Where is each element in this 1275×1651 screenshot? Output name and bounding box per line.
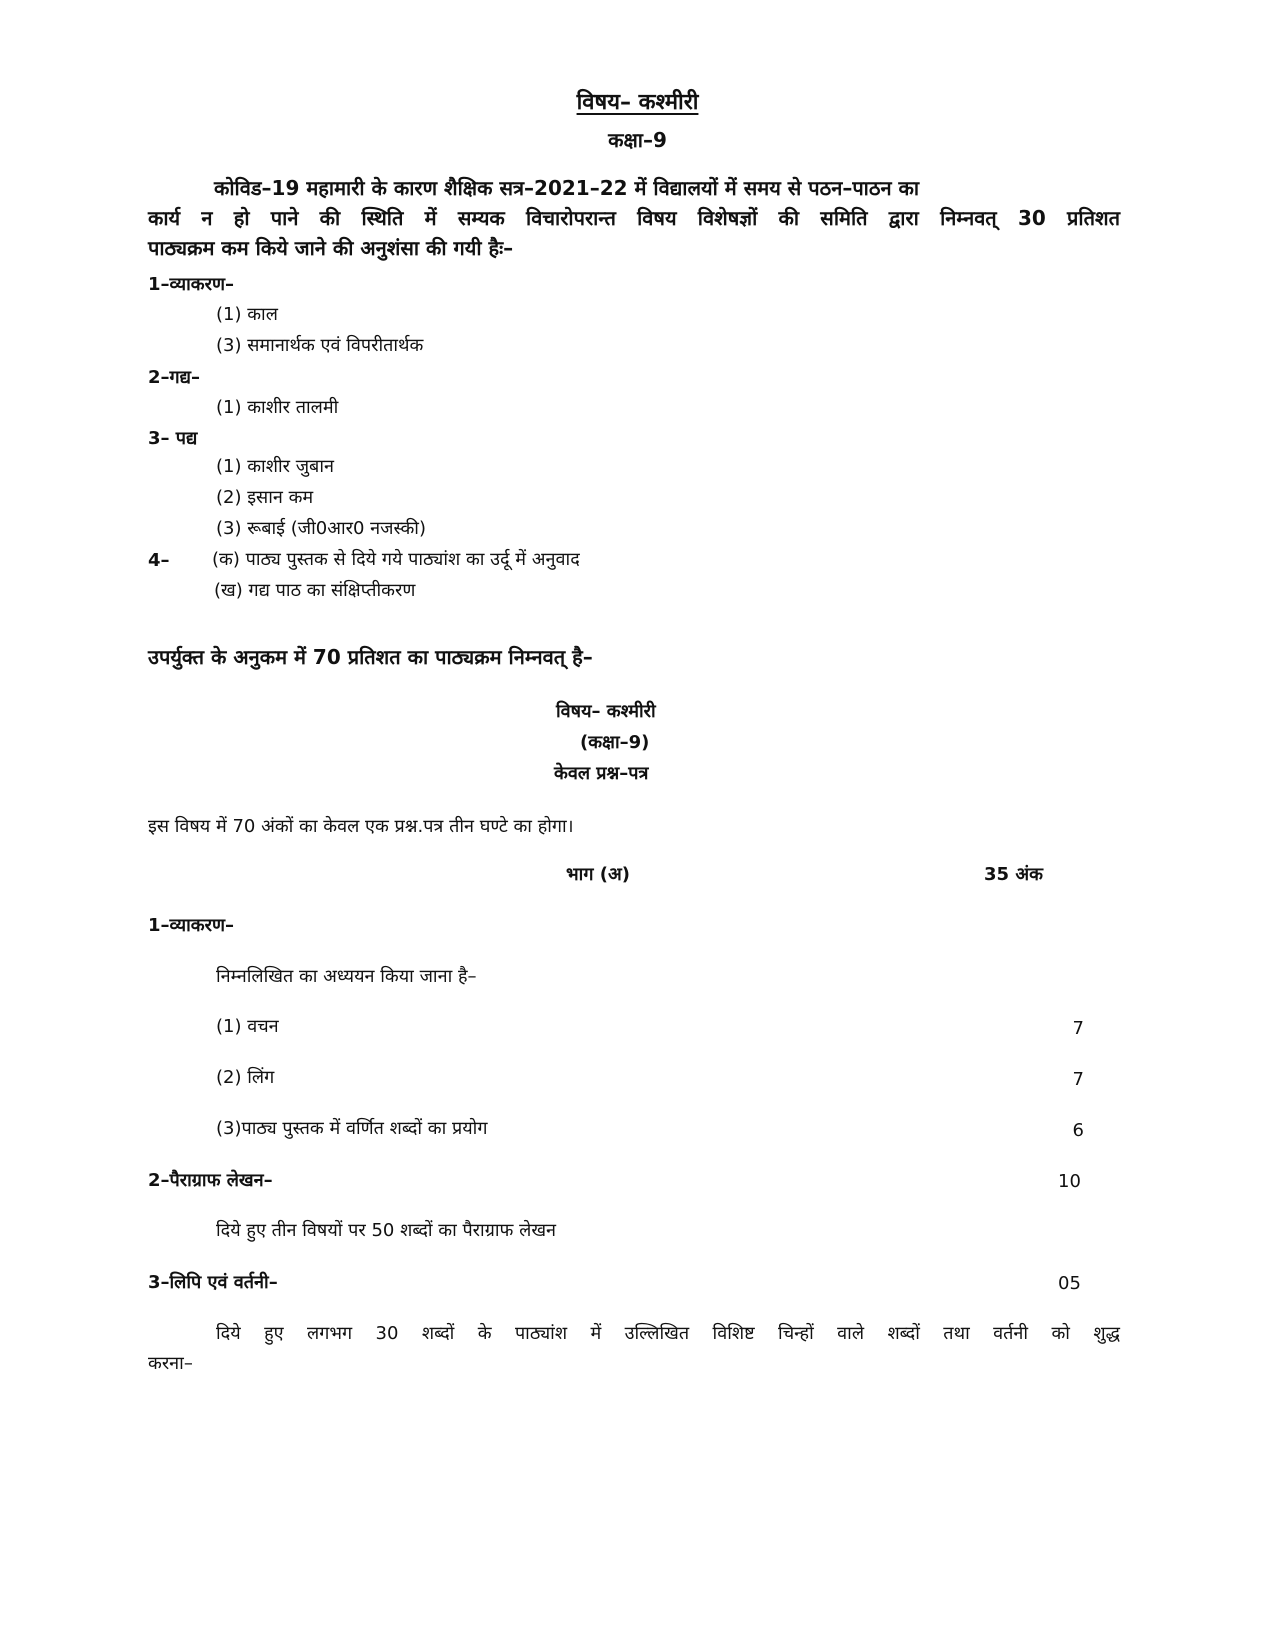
grammar-item-marks: 6 bbox=[1072, 1120, 1084, 1141]
spelling-line-2: करना– bbox=[148, 1353, 193, 1374]
intro-line-3: पाठ्यक्रम कम किये जाने की अनुशंसा की गयी हैः– bbox=[148, 236, 514, 260]
grammar-item-label: (3)पाठ्य पुस्तक में वर्णित शब्दों का प्रयोग bbox=[216, 1118, 488, 1139]
reduced-section-3-heading: 3– पद्य bbox=[148, 428, 198, 449]
part-a-label: भाग (अ) bbox=[566, 864, 630, 885]
syllabus-intro: उपर्युक्त के अनुकम में 70 प्रतिशत का पाठ्यक्रम निम्नवत् है– bbox=[148, 645, 593, 669]
reduced-section-1-item: (1) काल bbox=[216, 304, 278, 325]
grammar-item-label: (2) लिंग bbox=[216, 1067, 275, 1088]
class-line: कक्षा–9 bbox=[608, 128, 667, 152]
exam-note: इस विषय में 70 अंकों का केवल एक प्रश्न.पत्र तीन घण्टे का होगा। bbox=[148, 816, 574, 837]
syllabus-class: (कक्षा–9) bbox=[580, 732, 650, 753]
reduced-section-4-item: (ख) गद्य पाठ का संक्षिप्तीकरण bbox=[214, 580, 416, 601]
grammar-item-label: (1) वचन bbox=[216, 1016, 279, 1037]
paragraph-heading: 2–पैराग्राफ लेखन– bbox=[148, 1170, 273, 1191]
reduced-section-4-number: 4– bbox=[148, 550, 170, 571]
reduced-section-3-item: (3) रूबाई (जी0आर0 नजस्की) bbox=[216, 518, 426, 539]
reduced-section-4-item: (क) पाठ्य पुस्तक से दिये गये पाठ्यांश का उर्दू में अनुवाद bbox=[212, 549, 580, 570]
reduced-section-1-heading: 1–व्याकरण– bbox=[148, 274, 234, 295]
reduced-section-1-item: (3) समानार्थक एवं विपरीतार्थक bbox=[216, 335, 424, 356]
intro-line-2: कार्य न हो पाने की स्थिति में सम्यक विचारोपरान्त विषय विशेषज्ञों की समिति द्वारा निम्नवत् 30 प्रतिशत bbox=[148, 206, 1120, 230]
grammar-heading: 1–व्याकरण– bbox=[148, 915, 234, 936]
reduced-section-3-item: (2) इसान कम bbox=[216, 487, 314, 508]
grammar-item-marks: 7 bbox=[1072, 1069, 1084, 1090]
reduced-section-2-item: (1) काशीर तालमी bbox=[216, 397, 339, 418]
spelling-marks: 05 bbox=[1058, 1273, 1081, 1294]
reduced-section-2-heading: 2–गद्य– bbox=[148, 367, 200, 388]
syllabus-subject: विषय– कश्मीरी bbox=[556, 701, 656, 722]
syllabus-paper: केवल प्रश्न–पत्र bbox=[554, 763, 649, 784]
reduced-section-3-item: (1) काशीर जुबान bbox=[216, 456, 334, 477]
grammar-intro: निम्नलिखित का अध्ययन किया जाना है– bbox=[216, 966, 477, 987]
subject-title: विषय– कश्मीरी bbox=[576, 90, 699, 115]
intro-line-1: कोविड–19 महामारी के कारण शैक्षिक सत्र–2021–22 में विद्यालयों में समय से पठन–पाठन का bbox=[214, 176, 920, 200]
paragraph-marks: 10 bbox=[1058, 1171, 1081, 1192]
spelling-heading: 3–लिपि एवं वर्तनी– bbox=[148, 1272, 278, 1293]
spelling-line-1: दिये हुए लगभग 30 शब्दों के पाठ्यांश में उल्लिखित विशिष्ट चिन्हों वाले शब्दों तथा वर्तनी को शुद्ध bbox=[216, 1323, 1120, 1344]
part-a-marks: 35 अंक bbox=[984, 864, 1043, 885]
grammar-item-marks: 7 bbox=[1072, 1018, 1084, 1039]
paragraph-text: दिये हुए तीन विषयों पर 50 शब्दों का पैराग्राफ लेखन bbox=[216, 1220, 557, 1241]
